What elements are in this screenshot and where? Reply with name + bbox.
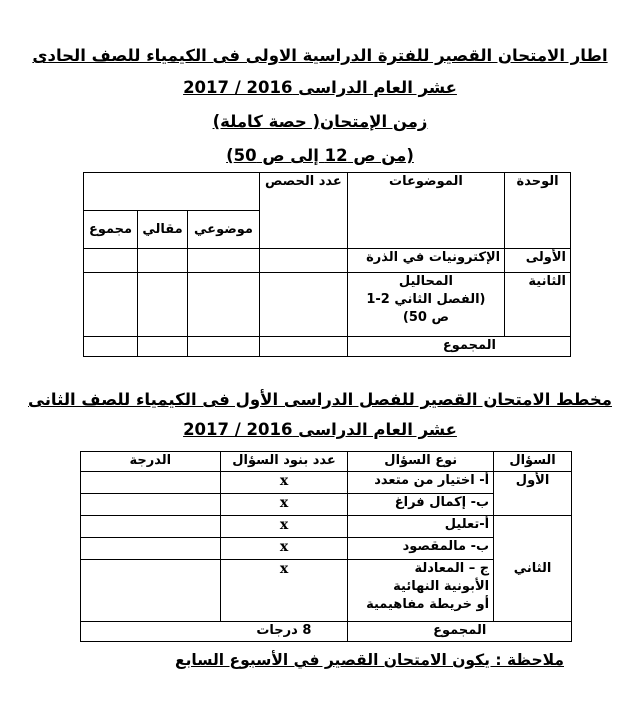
question-2-label: الثاني xyxy=(494,516,572,622)
topic-cell: المحاليل (الفصل الثاني 2-1 ص 50) xyxy=(347,273,504,337)
header-question-type-group xyxy=(84,173,260,211)
table-row xyxy=(84,249,571,273)
unit-cell: الثانية xyxy=(505,273,571,337)
exam-plan-table xyxy=(80,451,572,642)
frame-title-line2: عشر العام الدراسى 2016 / 2017 xyxy=(183,78,457,97)
item-mark: x xyxy=(220,472,348,494)
table-row xyxy=(84,273,571,337)
exam-note: ملاحظة : يكون الامتحان القصير في الأسبوع السابع xyxy=(174,651,564,669)
header-objective: موضوعي xyxy=(188,211,260,249)
total-label: المجموع xyxy=(347,337,570,357)
total-value: 8 درجات xyxy=(81,622,348,642)
header-essay: مقالي xyxy=(138,211,188,249)
table-row xyxy=(81,472,572,494)
header-periods: عدد الحصص xyxy=(259,173,347,249)
header-question: السؤال xyxy=(494,452,572,472)
header-grade: الدرجة xyxy=(81,452,221,472)
exam-pages: (من ص 12 إلى ص 50) xyxy=(226,146,414,165)
table-row xyxy=(81,516,572,538)
total-label: المجموع xyxy=(348,622,572,642)
exam-time: زمن الإمتحان( حصة كاملة) xyxy=(212,112,428,131)
header-topics: الموضوعات xyxy=(347,173,504,249)
type-cell: ب- مالمقصود xyxy=(348,538,494,560)
type-cell: ج – المعادلة الأبونية النهائية أو خريطة مفاهيمية xyxy=(348,560,494,622)
plan-title-line1: مخطط الامتحان القصير للفصل الدراسى الأول فى الكيمياء للصف الثانى xyxy=(28,390,612,409)
item-mark: x xyxy=(220,516,348,538)
topic-cell: الإكترونيات في الذرة xyxy=(347,249,504,273)
total-row xyxy=(84,337,571,357)
header-total: مجموع xyxy=(84,211,138,249)
total-row xyxy=(81,622,572,642)
exam-frame-table xyxy=(83,172,571,357)
type-cell: أ-تعليل xyxy=(348,516,494,538)
unit-cell: الأولى xyxy=(505,249,571,273)
frame-title-line1: اطار الامتحان القصير للفترة الدراسية الاولى فى الكيمياء للصف الحادى xyxy=(32,46,608,65)
item-mark: x xyxy=(220,560,348,622)
type-cell: ب- إكمال فراغ xyxy=(348,494,494,516)
question-1-label: الأول xyxy=(494,472,572,516)
header-type: نوع السؤال xyxy=(348,452,494,472)
item-mark: x xyxy=(220,494,348,516)
header-unit: الوحدة xyxy=(505,173,571,249)
header-items: عدد بنود السؤال xyxy=(220,452,348,472)
plan-title-line2: عشر العام الدراسى 2016 / 2017 xyxy=(183,420,457,439)
item-mark: x xyxy=(220,538,348,560)
type-cell: أ- اختيار من متعدد xyxy=(348,472,494,494)
